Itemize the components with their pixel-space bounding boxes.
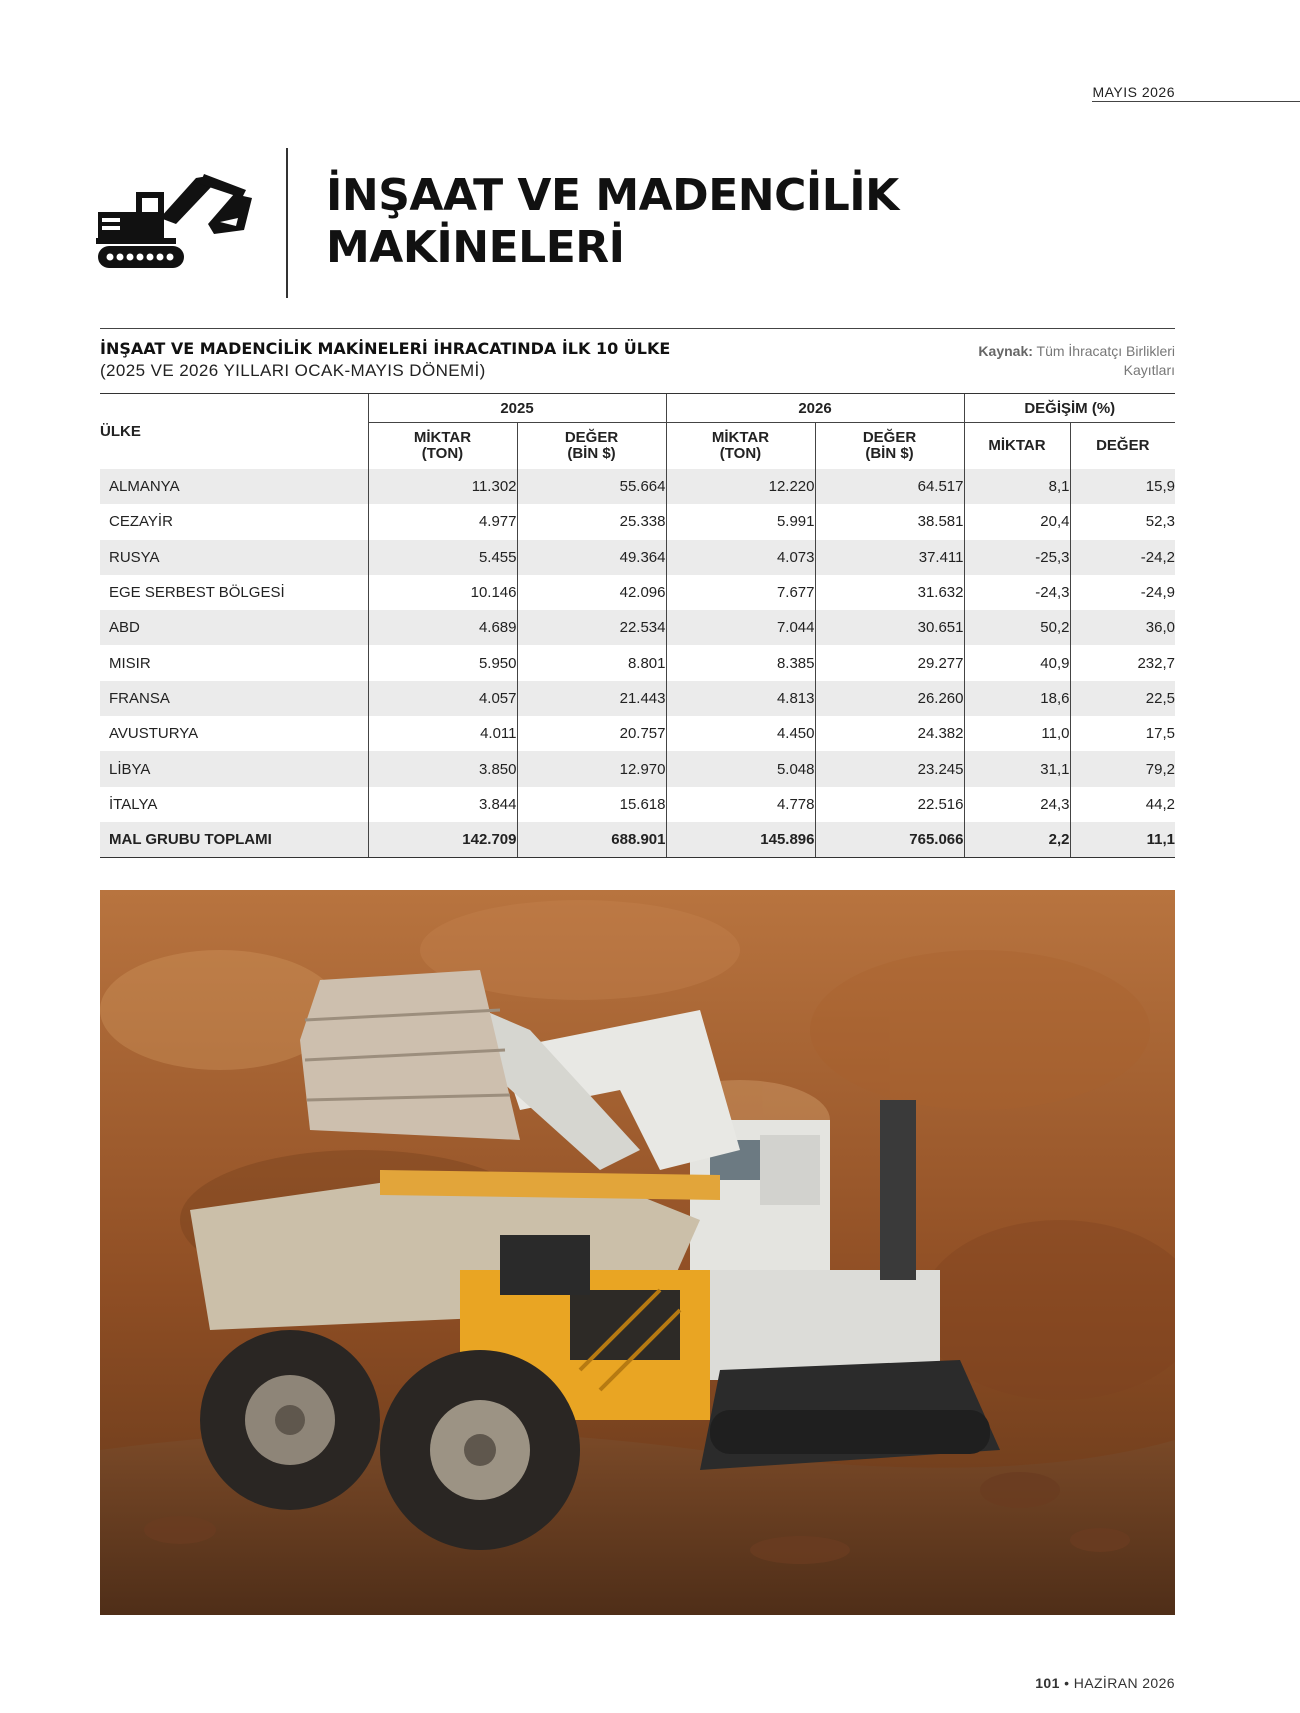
issue-month: MAYIS 2026 (1092, 84, 1175, 100)
cell-qty-2025: 11.302 (368, 469, 517, 504)
cell-qty-2026: 5.048 (666, 751, 815, 786)
footer-issue: HAZİRAN 2026 (1073, 1675, 1175, 1691)
cell-qty-change: 11,0 (964, 716, 1070, 751)
cell-country: ABD (109, 619, 140, 637)
cell-val-change: 15,9 (1070, 469, 1175, 504)
cell-qty-2026: 7.044 (666, 610, 815, 645)
cell-val-2026: 24.382 (815, 716, 964, 751)
export-table (100, 393, 1175, 858)
table-source (935, 342, 1175, 380)
col-header-val-change: DEĞER (1070, 423, 1175, 470)
cell-country: İTALYA (109, 795, 158, 813)
col-header-qty-change: MİKTAR (964, 423, 1070, 470)
cell-qty-2025: 4.011 (368, 716, 517, 751)
col-header-2025: 2025 (368, 394, 666, 423)
cell-qty-2025: 142.709 (368, 822, 517, 857)
col-header-change: DEĞİŞİM (%) (964, 394, 1175, 423)
page-title (326, 170, 1026, 274)
source-label: Kaynak: (978, 343, 1033, 359)
cell-qty-change: 31,1 (964, 751, 1070, 786)
cell-val-change: 22,5 (1070, 681, 1175, 716)
cell-country: EGE SERBEST BÖLGESİ (109, 584, 285, 602)
cell-val-2026: 23.245 (815, 751, 964, 786)
cell-qty-2026: 4.813 (666, 681, 815, 716)
cell-qty-change: 20,4 (964, 504, 1070, 539)
cell-country: FRANSA (109, 689, 170, 707)
table-row (100, 716, 1175, 751)
cell-country: MISIR (109, 654, 151, 672)
header-rule (1092, 101, 1300, 102)
cell-val-2025: 21.443 (517, 681, 666, 716)
col-header-val-2025: DEĞER (BİN $) (517, 423, 666, 470)
cell-qty-2025: 5.950 (368, 645, 517, 680)
title-divider (286, 148, 288, 298)
table-row (100, 645, 1175, 680)
table-row (100, 610, 1175, 645)
page-title-line1: İNŞAAT VE MADENCİLİK (326, 170, 899, 221)
cell-qty-2026: 7.677 (666, 575, 815, 610)
cell-val-2025: 20.757 (517, 716, 666, 751)
table-row (100, 751, 1175, 786)
cell-val-change: 232,7 (1070, 645, 1175, 680)
cell-val-2026: 22.516 (815, 787, 964, 822)
table-row (100, 504, 1175, 539)
cell-val-2025: 12.970 (517, 751, 666, 786)
page-footer (1035, 1675, 1175, 1691)
cell-qty-change: 24,3 (964, 787, 1070, 822)
cell-qty-2025: 4.057 (368, 681, 517, 716)
table-row (100, 469, 1175, 504)
cell-qty-2025: 3.850 (368, 751, 517, 786)
cell-country: AVUSTURYA (109, 725, 199, 743)
cell-val-2025: 55.664 (517, 469, 666, 504)
cell-val-2026: 765.066 (815, 822, 964, 857)
cell-qty-change: 8,1 (964, 469, 1070, 504)
cell-val-2025: 49.364 (517, 540, 666, 575)
cell-val-change: 52,3 (1070, 504, 1175, 539)
table-top-rule (100, 328, 1175, 329)
excavator-icon (96, 172, 254, 272)
cell-val-2026: 31.632 (815, 575, 964, 610)
cell-qty-2026: 4.073 (666, 540, 815, 575)
cell-qty-2026: 4.450 (666, 716, 815, 751)
col-header-val-2026: DEĞER (BİN $) (815, 423, 964, 470)
cell-val-2025: 22.534 (517, 610, 666, 645)
col-header-qty-2025: MİKTAR (TON) (368, 423, 517, 470)
cell-val-change: -24,2 (1070, 540, 1175, 575)
table-row (100, 787, 1175, 822)
cell-val-2025: 25.338 (517, 504, 666, 539)
col-header-qty-2026: MİKTAR (TON) (666, 423, 815, 470)
cell-qty-2026: 12.220 (666, 469, 815, 504)
cell-val-change: 17,5 (1070, 716, 1175, 751)
page-number: 101 (1035, 1675, 1060, 1691)
source-text: Tüm İhracatçı Birlikleri Kayıtları (1036, 343, 1175, 378)
cell-country: LİBYA (109, 760, 151, 778)
cell-qty-change: 50,2 (964, 610, 1070, 645)
cell-val-change: 36,0 (1070, 610, 1175, 645)
cell-val-2026: 29.277 (815, 645, 964, 680)
cell-qty-change: 40,9 (964, 645, 1070, 680)
table-total-row (100, 822, 1175, 857)
cell-country: ALMANYA (109, 478, 180, 496)
table-row (100, 540, 1175, 575)
cell-qty-2026: 145.896 (666, 822, 815, 857)
table-subtitle: (2025 VE 2026 YILLARI OCAK-MAYIS DÖNEMİ) (100, 361, 486, 380)
page-title-line2: MAKİNELERİ (326, 222, 625, 273)
cell-val-2026: 64.517 (815, 469, 964, 504)
table-title: İNŞAAT VE MADENCİLİK MAKİNELERİ İHRACATINDA İLK 10 ÜLKE (100, 339, 671, 358)
cell-val-2025: 8.801 (517, 645, 666, 680)
cell-qty-2026: 8.385 (666, 645, 815, 680)
cell-qty-2025: 3.844 (368, 787, 517, 822)
cell-val-change: 11,1 (1070, 822, 1175, 857)
cell-qty-2026: 4.778 (666, 787, 815, 822)
cell-country: CEZAYİR (109, 513, 173, 531)
cell-qty-change: -25,3 (964, 540, 1070, 575)
cell-val-change: 44,2 (1070, 787, 1175, 822)
table-row (100, 681, 1175, 716)
cell-qty-2025: 4.977 (368, 504, 517, 539)
cell-val-2025: 688.901 (517, 822, 666, 857)
cell-qty-2025: 5.455 (368, 540, 517, 575)
cell-qty-change: -24,3 (964, 575, 1070, 610)
cell-val-2026: 37.411 (815, 540, 964, 575)
table-row (100, 575, 1175, 610)
cell-val-2026: 30.651 (815, 610, 964, 645)
cell-country: RUSYA (109, 548, 160, 566)
cell-val-2025: 15.618 (517, 787, 666, 822)
cell-qty-2026: 5.991 (666, 504, 815, 539)
cell-country: MAL GRUBU TOPLAMI (100, 822, 368, 857)
cell-val-2026: 26.260 (815, 681, 964, 716)
cell-qty-2025: 10.146 (368, 575, 517, 610)
cell-qty-change: 2,2 (964, 822, 1070, 857)
cell-qty-2025: 4.689 (368, 610, 517, 645)
mining-excavator-and-haul-truck-photo (100, 890, 1175, 1615)
col-header-2026: 2026 (666, 394, 964, 423)
cell-val-change: -24,9 (1070, 575, 1175, 610)
footer-separator: • (1064, 1675, 1070, 1691)
cell-val-change: 79,2 (1070, 751, 1175, 786)
cell-qty-change: 18,6 (964, 681, 1070, 716)
cell-val-2025: 42.096 (517, 575, 666, 610)
col-header-country: ÜLKE (100, 394, 368, 470)
cell-val-2026: 38.581 (815, 504, 964, 539)
